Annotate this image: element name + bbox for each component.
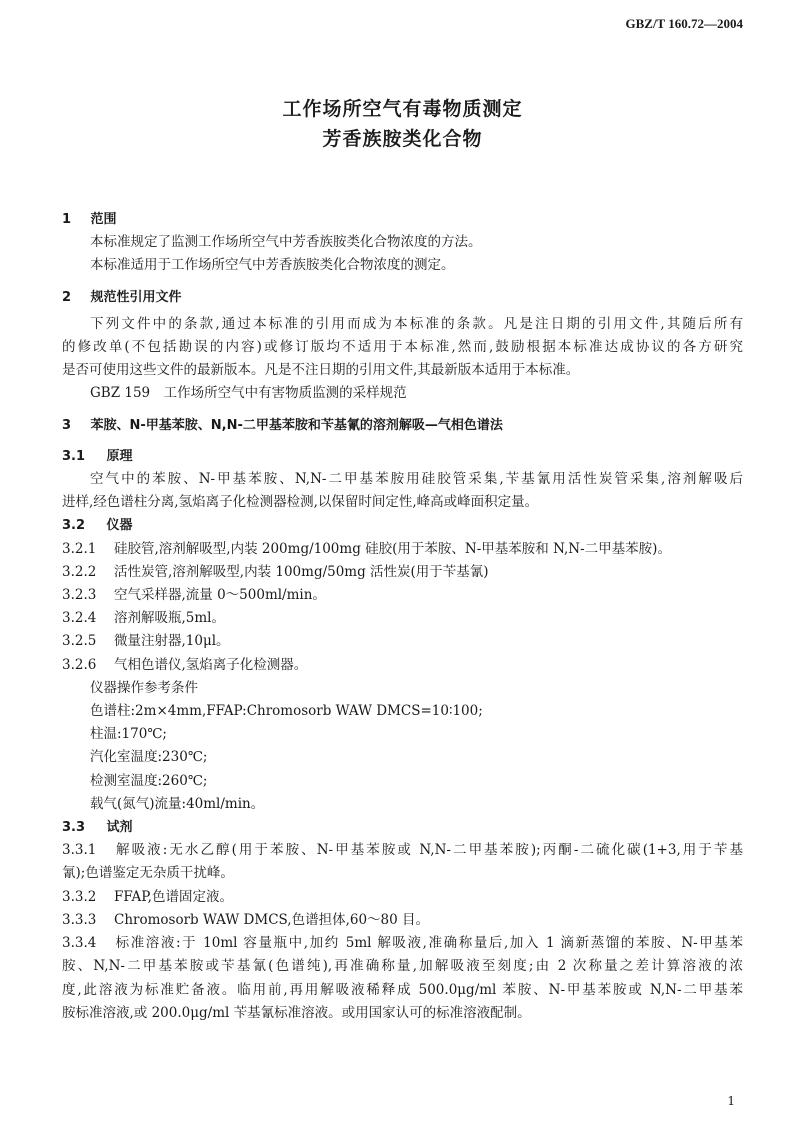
item-text: 溶剂解吸瓶,5ml。 — [114, 610, 225, 627]
subsection-number: 3.3 — [62, 820, 86, 836]
condition-line: 载气(氮气)流量:40ml/min。 — [90, 795, 265, 812]
subsection-number: 3.2 — [62, 518, 86, 534]
title-line-2: 芳香族胺类化合物 — [322, 128, 483, 150]
paragraph-line: 下列文件中的条款,通过本标准的引用而成为本标准的条款。凡是注日期的引用文件,其随后所有 — [90, 315, 743, 332]
item-number: 3.2.6 — [62, 656, 97, 673]
paragraph-line: 的修改单(不包括勘误的内容)或修订版均不适用于本标准,然而,鼓励根据本标准达成协议的各方研究 — [62, 339, 743, 356]
normative-reference: GBZ 159 工作场所空气中有害物质监测的采样规范 — [90, 385, 407, 402]
standard-code: GBZ/T 160.72—2004 — [625, 16, 743, 31]
item-number: 3.2.3 — [62, 587, 97, 604]
conditions-title: 仪器操作参考条件 — [90, 679, 198, 696]
section-1-heading — [62, 208, 743, 231]
list-item — [62, 654, 743, 677]
document-body — [62, 208, 743, 1025]
item-text: 标准溶液:于 10ml 容量瓶中,加约 5ml 解吸液,准确称量后,加入 1 滴新蒸馏的苯胺、N-甲基苯 — [114, 935, 743, 952]
item-text: Chromosorb WAW DMCS,色谱担体,60～80 目。 — [114, 911, 430, 928]
list-item — [62, 584, 743, 607]
section-number: 2 — [62, 289, 72, 305]
item-number: 3.2.1 — [62, 540, 97, 557]
paragraph: 本标准规定了监测工作场所空气中芳香族胺类化合物浓度的方法。 — [90, 234, 482, 251]
paragraph-line: 空气中的苯胺、N-甲基苯胺、N,N-二甲基苯胺用硅胶管采集,苄基氰用活性炭管采集,溶剂解吸后 — [90, 471, 743, 488]
section-2-heading — [62, 286, 743, 309]
item-text: 气相色谱仪,氢焰离子化检测器。 — [114, 656, 308, 673]
subsection-title: 仪器 — [106, 518, 133, 534]
document-title — [0, 94, 805, 154]
list-item — [62, 909, 743, 932]
list-item — [62, 607, 743, 630]
paragraph-line: 胺、N,N-二甲基苯胺或苄基氰(色谱纯),再准确称量,加解吸液至刻度;由 2 次称量之差计算溶液的浓 — [62, 958, 743, 975]
condition-line: 汽化室温度:230℃; — [90, 749, 208, 766]
item-number: 3.2.4 — [62, 610, 97, 627]
item-text: 硅胶管,溶剂解吸型,内装 200mg/100mg 硅胶(用于苯胺、N-甲基苯胺和 N,N-二甲基苯胺)。 — [114, 540, 671, 557]
section-number: 1 — [62, 212, 72, 227]
condition-line: 检测室温度:260℃; — [90, 772, 208, 789]
item-number: 3.3.2 — [62, 888, 97, 905]
subsection-3-3-heading — [62, 816, 743, 839]
subsection-title: 试剂 — [106, 820, 133, 836]
title-line-1: 工作场所空气有毒物质测定 — [282, 98, 523, 120]
subsection-3-1-heading — [62, 445, 743, 468]
item-text: 微量注射器,10μl。 — [114, 633, 230, 650]
list-item — [62, 932, 743, 955]
list-item — [62, 839, 743, 862]
item-number: 3.2.5 — [62, 633, 97, 650]
condition-line: 色谱柱:2m×4mm,FFAP:Chromosorb WAW DMCS=10∶100; — [90, 703, 483, 720]
paragraph-line: 氰);色谱鉴定无杂质干扰峰。 — [62, 865, 234, 882]
section-number: 3 — [62, 417, 72, 433]
item-number: 3.3.3 — [62, 911, 97, 928]
subsection-3-2-heading — [62, 514, 743, 537]
list-item — [62, 886, 743, 909]
paragraph-line: 胺标准溶液,或 200.0μg/ml 苄基氰标准溶液。或用国家认可的标准溶液配制。 — [62, 1004, 531, 1021]
item-number: 3.3.1 — [62, 842, 97, 859]
item-text: FFAP,色谱固定液。 — [114, 888, 233, 905]
paragraph-line: 度,此溶液为标准贮备液。临用前,再用解吸液稀释成 500.0μg/ml 苯胺、N-甲基苯胺或 N,N-二甲基苯 — [62, 981, 743, 998]
section-title: 苯胺、N-甲基苯胺、N,N-二甲基苯胺和苄基氰的溶剂解吸—气相色谱法 — [90, 417, 503, 433]
list-item — [62, 630, 743, 653]
section-title: 规范性引用文件 — [90, 289, 182, 305]
paragraph: 本标准适用于工作场所空气中芳香族胺类化合物浓度的测定。 — [90, 257, 455, 274]
subsection-title: 原理 — [106, 448, 133, 464]
item-number: 3.3.4 — [62, 935, 97, 952]
item-number: 3.2.2 — [62, 563, 97, 580]
list-item — [62, 561, 743, 584]
subsection-number: 3.1 — [62, 448, 86, 464]
section-3-heading — [62, 414, 743, 437]
item-text: 空气采样器,流量 0～500ml/min。 — [114, 587, 326, 604]
page-number: 1 — [727, 1094, 735, 1108]
condition-line: 柱温:170℃; — [90, 726, 167, 743]
paragraph-line: 进样,经色谱柱分离,氢焰离子化检测器检测,以保留时间定性,峰高或峰面积定量。 — [62, 494, 539, 511]
item-text: 解吸液:无水乙醇(用于苯胺、N-甲基苯胺或 N,N-二甲基苯胺);丙酮-二硫化碳(1+3,用于苄基 — [114, 842, 743, 859]
paragraph-line: 是否可使用这些文件的最新版本。凡是不注日期的引用文件,其最新版本适用于本标准。 — [62, 362, 580, 379]
item-text: 活性炭管,溶剂解吸型,内装 100mg/50mg 活性炭(用于苄基氰) — [114, 563, 489, 580]
list-item — [62, 538, 743, 561]
section-title: 范围 — [90, 212, 117, 227]
